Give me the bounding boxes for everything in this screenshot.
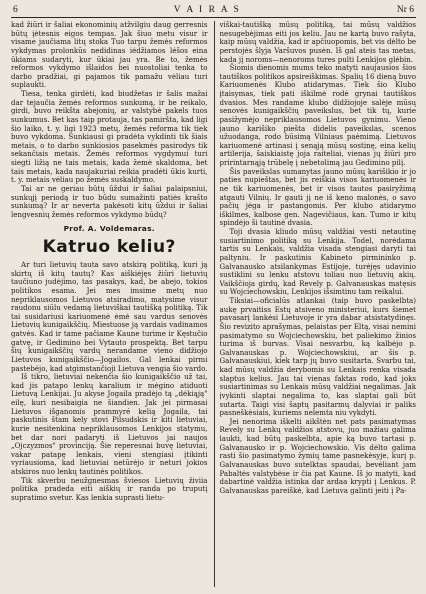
column-divider	[214, 21, 215, 587]
paragraph: Šiomis dienomis mums teko matyti naujausios šios tautiškos politikos apsireiškimas. Spalių 16 dieną buvo Kariuomenės Klubo atidarymas. Tiek šio Klubo įtaisymas, tiek pati iškilmė rodė grynai tautiškos dvasios. Mes randame klubo didžiojoje salėje mūsų senovės kunigaikščių paveikslus, bet tik tų, kurie pasižymėjo nepriklausomos Lietuvos gynimu. Vieno jauno karišiko piešta didelis paveikslas, scenos užuodanga, rodo būsimą Vilniaus paėmimą. Lietuvos kariuomenė artinasi į senąją mūsų sostinę, eina kelių artilerija, šaiskiaistę joja raiteliai, vienas jų žiūri pro pririntarnąją trūbelę į nebetolimą jau Gedimino pilį.	[219, 63, 416, 167]
paragraph: Toji dvasia kliudo mūsų valdžiai vesti netautinę susiartinimo politiką su Lenkija. Todel, norėdama tartis su Lenkais, valdžia visada stengiasi daryti tai paltyniu. Ir paskutinis Kabineto pirmininko p. Galvanausko atsilankymas Estijoje, turėjęs udavinio sustiklini su lenku atstovu toliau nuo lietuvių akių. Vaikščioja girdų, kad Revely p. Galvanauskas matęsis su Wojciechowskiu, Lenkijos išsimtinu tam reikalui.	[219, 227, 416, 297]
paragraph: Tik skverbu neužgnesmas šviesos Lietuvių živiia politika pradeda eiti aiškių ir randa po truputį supratimo svetur. Kas lenkia suprasti lietu-	[11, 475, 208, 502]
issue-number: Nr 6	[396, 5, 414, 15]
paragraph: Šis paveikslas sumanytas jauno mūsų karišikio ir jo paties nupieštas, bet jis reiškia visos kariuomenės ir ne tik kariuomenės, bet ir visos tautos pasiryžimą atgauti Vilnių. Ir gauti jį ne iš keno malonės, o savo pačių jėga ir pastangomis. Per klubo atidarymo iškilmes, kalbose gen. Nagevičiaus, kan. Tumo ir kitų spindėjo ši tautinė dvasia.	[219, 166, 416, 228]
article-title: Katruo keliu?	[42, 237, 176, 257]
article-columns	[11, 21, 416, 587]
paragraph: kad žiūri ir šaliai ekonominių atžvilgiu daug gerresnis būtų įėtesnis eigos tempas. Jak šiuo metu visur ir visame jaučiama litų stoka Tuo tarpu žemės reformos vykdymas prolonkūs nedidinas iėdžiamos lėšos eina ūkiams sudaryti, kur ūkiai jau yra. Be to, žemės reformos vykdymo išlaidos bei nuostoliai tenka to darbo pradžiai, gi pajamos tik pamažu vėliau turi suplaukti.	[11, 21, 208, 90]
paragraph: Tai ar ne geriau būtų ūždui ir šaliai palaipsniui, sunkųjį periodą ir tuo būdu sumažinti patiės krašto sunkumą? Ir ar neverta pakėsoti kitų ūždui ir šaliai lengvesnių žemės reformos vykdymo būdų?	[11, 183, 208, 219]
left-column	[11, 21, 208, 587]
right-column	[220, 21, 417, 587]
paragraph: viškai-tautišką mūsų politiką, tai mūsų valdžios nesugebėjimas eiti jos keliu. Jau ne kartą buvo rašyta, kaip mūsų valdžia, kad ir apčiuopomis, bet vis dėlto be perstojės šlyja Varšuvos pusėn. Iš gal ateis tas metas, kada jį noroms—nenoroms tures pulti Lenkijos glėbin.	[219, 21, 416, 64]
article-byline: Prof. A. Voldemaras.	[63, 224, 155, 234]
page-number: 6	[13, 5, 18, 15]
paragraph: Tiksiai—oficialūs atlankai (taip buvo paskelbta) aukę prvaitiss Estų atsiveno ministeriui, kurs šiemet pavasarį lankėsi Lietuvoje ir yra dabar atsistatydinęs. Šio revizito aprašymas, pelaistas per Eltą, visai nemini pasimatymo su Wojciechowskiu, bet paliekimo žinios turima iš burvas. Visai nesvarbu, ką kalbėjo p. Galvanauskas p. Wojciechowskiui, ar šis p. Galvanauskiui, kiek tarp jų buvo susitarta. Svarbu tai, kad mūsų valdžia derybomis su Lenkais renka visada slaptus kelius. Jau tai vienas faktas rodo, kad joks susiartinimas su Lenkais mūsų valdžiai negalimas. Jak jvykinti slaptai negalima to, kas slaptai gali būt sutarta. Taigi visi šaptų pasitarmų dalyviai ir paliks pasneškėsiais, kuriems nelemta niu vykdyti.	[219, 296, 416, 418]
paragraph: Tiesa, tenka girdėti, kad biudžetas ir šalis mažai dar tejaučia žemės reformos sunkumą, ir be reikalo, girdi, buvo reikšta abejonių, ar valstybė pakels tuos sunkumus. Bet kas taip protauja, tas pamiršta, kad ligi šio laiko, t. y. ligi 1923 metų, žemės reforma tik tiek buvo vykdoma. Sunkiausi gi pradėta vykdinti tik šiais metais, o to darbo sunkiosios pasekmės pasirodys tik sekančiais metais. Žemės reformos vygdymui turi siegti ližią ne tais metais, kada žemė skaldoma, bet tais metais, kada naujakuriai reikia pradėti ūkis kurti, t. y. metais vėliau po žemės suskaldymo.	[11, 89, 208, 185]
running-header	[11, 5, 416, 18]
paper-title: V A I R A S	[173, 5, 241, 15]
paragraph: Iš tikro, lietuviai nekenčia šio kunigaikščio už tai, kad jis patapo lenkų karalium ir mėgino atiduoti Lietuvą Lenkijai. Ju akyse Jogaila pradėjo tą „dėkiąją" eilę, kuri nesibaigia ne šiandien. Jak jei pirmasai Lietuvos išganomis prammyré kelią Jogaila, tai paskutinis štam kely stovi Pilsudskis ir kiti lietuviai, kurie nesitenkina nepriklausomos Lenkijos statymu, bet dar nori padaryti iš Lietuvos jai naujos „Ojczyzmos" provinciją. Šie reperesnai buvę lietuviai, vakar patapę lenkais, vieni stengiasi įtikinti vyriausioma, kad lietuviai netūrėjo ir neturi jokios atskiros nuo lenkų tautinės politikos.	[11, 372, 208, 476]
paragraph: Ar turi lietuvių tauta savo atskirą politiką, kuri ją skirtų iš kitų tautų? Kas aiškiėjęs žiūri lietuvių taučiuno judėjimo, tas pasakys, kad, be abejo, tokios politikos esama. Jei mes imsime metų nuo nepriklausomos Lietuvos atsiradimo, matysime visur raudonu siūlu vedamą lietuviškai tautišką politiką. Tik tai susidariusi kariuomenė ėmė sau vardus senovės Lietuvių kunigaikščių. Miestuose ją vardais vadinamos gatvės. Kad ir tame pačiame Kaune turime ir Kęstučio gatvę, ir Gedimino bei Vytauto prospektą. Bet tarpu šių kunigaikščių vardų nerandame vieno didžiojo Lietuvos kunigaikščio—Jogailos. Gal lenkai pirmi pastebėjo, kad atgimstančioji Lietuva vengia šio vardo.	[11, 260, 208, 373]
paragraph: Jei nenorima iškelti aikštėn net pats pasimatymas Revely su Lenkų valdžios atstovu, juo mažiau galima laukti, kad būtų paskelbta, apie ką buvo tartasi p. Galvanausko ir p. Wojciechowskio. Vis dėlto galima rasti šio pasimatymo žymių tame pasnekėsyje, kurį p. Galvanauskas buvo sutelktas spaudai, bevėliant jam Pabaltės valstybėse ir čia pat Kaune. Iš jo matyti, kad dabartinė valdžia istinka dar ardaa krypti į Lenkus. P. Galvanauskas pareiškė, kad Lietuva galinti jeiti į Pa-	[219, 416, 416, 495]
